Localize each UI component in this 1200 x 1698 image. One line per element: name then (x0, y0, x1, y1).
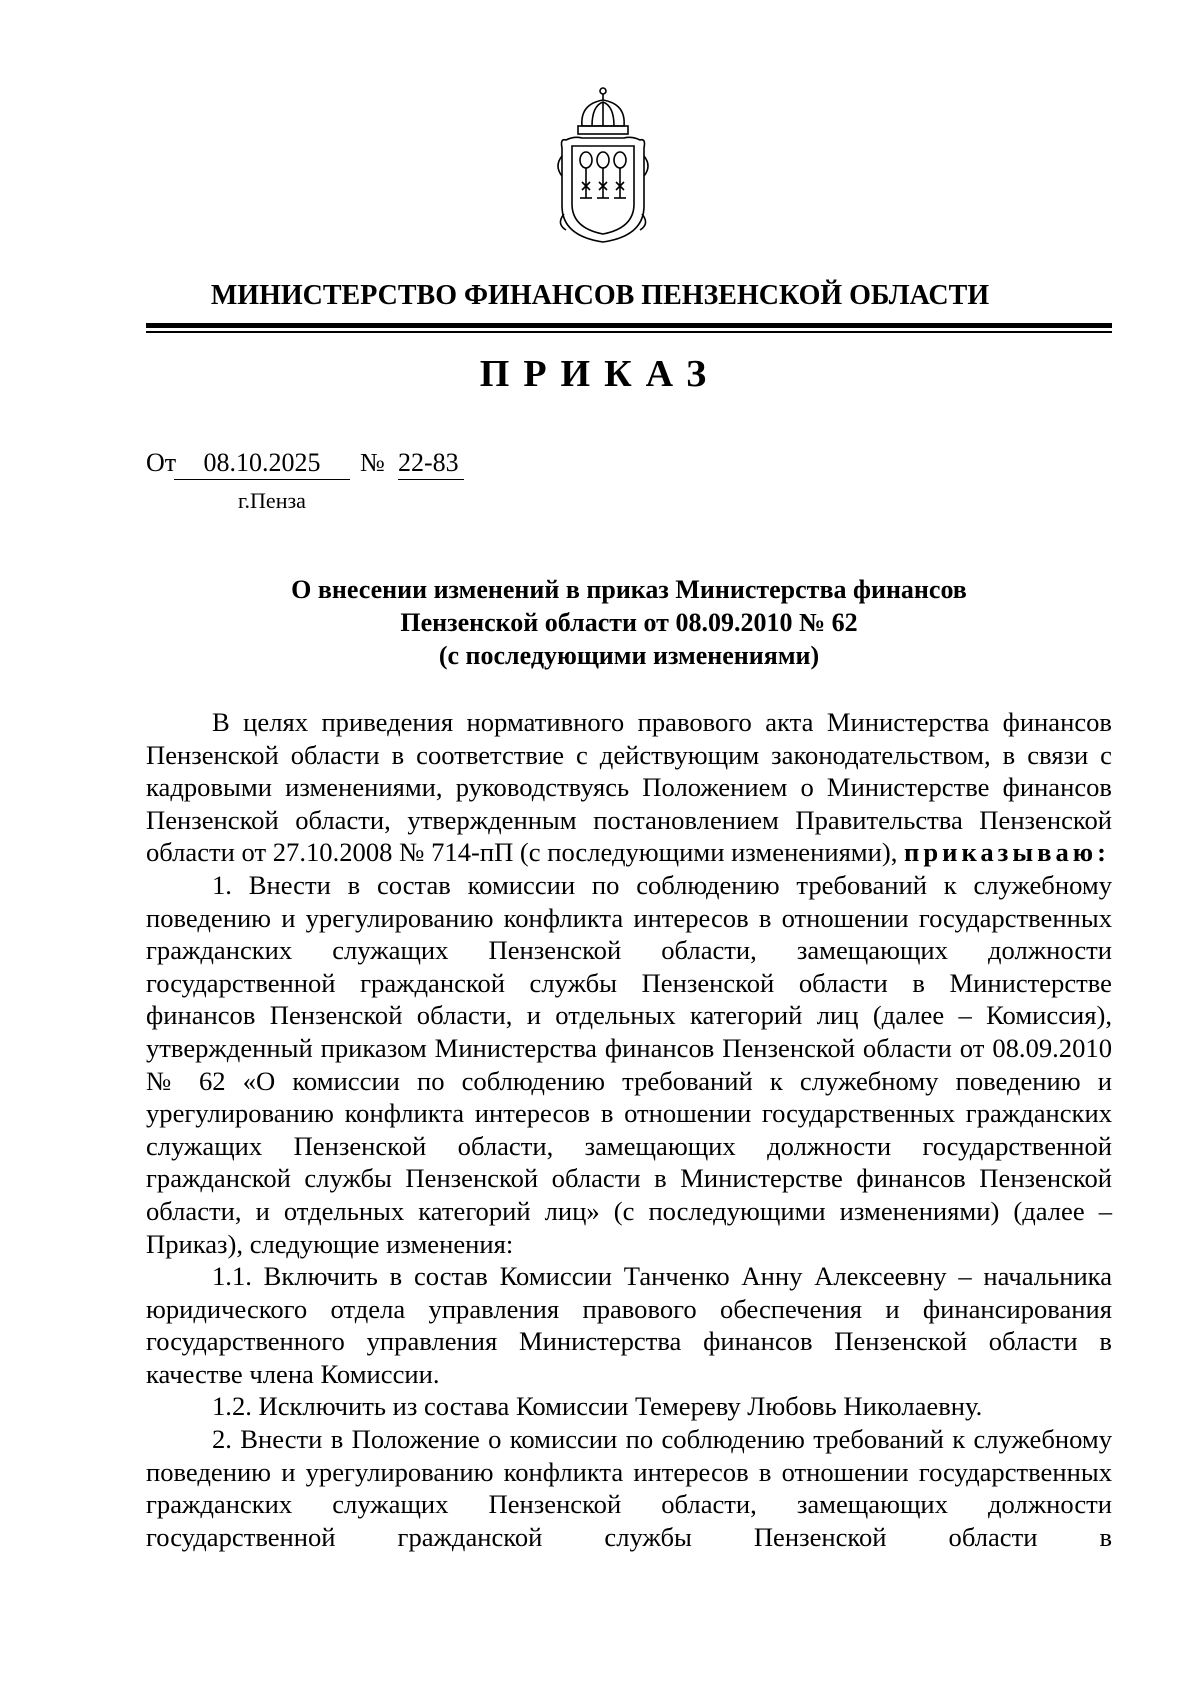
paragraph-item-2: 2. Внести в Положение о комиссии по соблюдению требований к служебному поведению и урегулированию конфликта интересов в отношении государственных гражданских служащих Пензенской области, замещающих должности государственной гражданской службы Пензенской области в (146, 1424, 1112, 1552)
order-date: 08.10.2025 (174, 447, 350, 480)
heading-line-2: Пензенской области от 08.09.2010 № 62 (400, 608, 858, 637)
heading-line-3: (с последующими изменениями) (438, 641, 820, 670)
number-sign: № (360, 448, 385, 477)
date-prefix: От (146, 448, 177, 477)
document-type-title: ПРИКАЗ (479, 353, 721, 395)
preamble-paragraph (146, 706, 1112, 869)
order-heading (146, 573, 1112, 672)
header-rule-thick (146, 323, 1112, 328)
order-body (146, 706, 1112, 1553)
order-word: приказываю: (904, 837, 1110, 868)
paragraph-item-1-1: 1.1. Включить в состав Комиссии Танченко Анну Алексеевну – начальника юридического отдела управления правового обеспечения и финансирования государственного управления Министерства финансов Пензенской области в качестве члена Комиссии. (146, 1261, 1112, 1389)
preamble-text: В целях приведения нормативного правового акта Министерства финансов Пензенской области в соответствие с действующим законодательством, в связи с кадровыми изменениями, руководствуясь Положением о Министерстве финансов Пензенской области, утвержденным постановлением Правительства Пензенской области от 27.10.2008 № 714-пП (с последующими изменениями), (146, 707, 1112, 868)
paragraph-item-1: 1. Внести в состав комиссии по соблюдению требований к служебному поведению и урегулированию конфликта интересов в отношении государственных гражданских служащих Пензенской области, замещающих должности государственной гражданской службы Пензенской области в Министерстве финансов Пензенской области, и отдельных категорий лиц (далее – Комиссия), утвержденный приказом Министерства финансов Пензенской области от 08.09.2010 № 62 «О комиссии по соблюдению требований к служебному поведению и урегулированию конфликта интересов в отношении государственных гражданских служащих Пензенской области, замещающих должности государственной гражданской службы Пензенской области в Министерстве финансов Пензенской области, и отдельных категорий лиц» (с последующими изменениями) (далее – Приказ), следующие изменения: (146, 869, 1112, 1259)
paragraph-item-1-2: 1.2. Исключить из состава Комиссии Темереву Любовь Николаевну. (212, 1391, 983, 1422)
city: г.Пенза (238, 488, 306, 513)
coat-of-arms-icon (552, 86, 654, 246)
heading-line-1: О внесении изменений в приказ Министерства финансов (291, 575, 967, 604)
order-number: 22-83 (398, 447, 464, 480)
header-rule-thin (146, 331, 1112, 333)
ministry-name: МИНИСТЕРСТВО ФИНАНСОВ ПЕНЗЕНСКОЙ ОБЛАСТИ (210, 280, 990, 311)
